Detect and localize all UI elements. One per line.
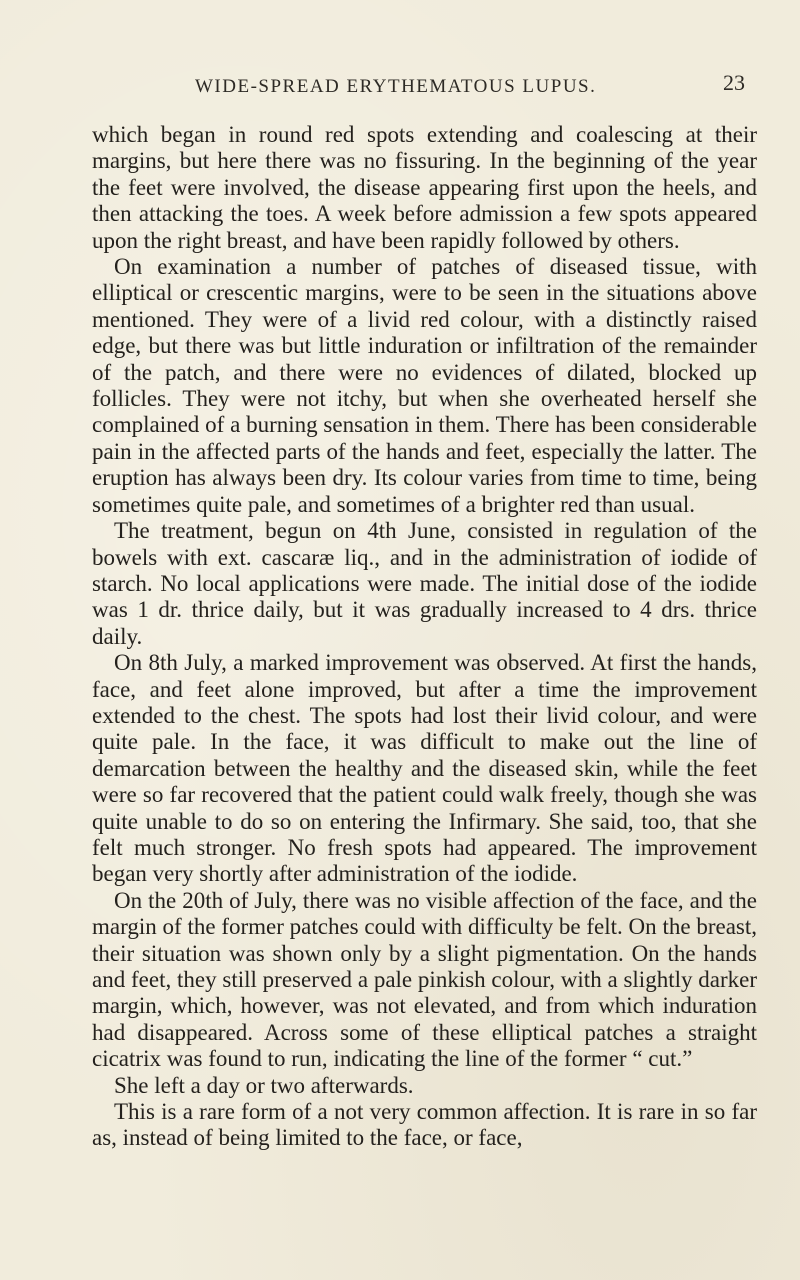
paragraph-july-20: On the 20th of July, there was no visible affection of the face, and the margin of the former patches could with difficulty be felt. On the breast, their situation was shown only by a slight pigmentation. On the hands and feet, they still preserved a pale pinkish colour, with a slightly darker margin, which, however, was not elevated, and from which induration had disappeared. Across some of these elliptical patches a straight cicatrix was found to run, indicating the line of the former “ cut.” — [92, 887, 757, 1072]
paragraph-discharge: She left a day or two afterwards. — [114, 1072, 414, 1098]
paragraph-july-8: On 8th July, a marked improvement was observed. At first the hands, face, and feet alone improved, but after a time the improvement extended to the chest. The spots had lost their livid colour, and were quite pale. In the face, it was difficult to make out the line of demarcation between the healthy and the diseased skin, while the feet were so far recovered that the patient could walk freely, though she was quite unable to do so on entering the Infirmary. She said, too, that she felt much stronger. No fresh spots had appeared. The improvement began very shortly after administration of the iodide. — [92, 650, 757, 887]
paragraph-commentary: This is a rare form of a not very common affection. It is rare in so far as, instead of being limited to the face, or face, — [92, 1099, 757, 1151]
paragraph-examination: On examination a number of patches of diseased tissue, with elliptical or crescentic margins, were to be seen in the situations above mentioned. They were of a livid red colour, with a distinctly raised edge, but there was but little induration or infiltration of the remainder of the patch, and there were no evidences of dilated, blocked up follicles. They were not itchy, but when she overheated herself she complained of a burning sensation in them. There has been considerable pain in the affected parts of the hands and feet, especially the latter. The eruption has always been dry. Its colour varies from time to time, being sometimes quite pale, and sometimes of a brighter red than usual. — [92, 254, 757, 517]
page-number: 23 — [723, 70, 745, 95]
body-text — [92, 122, 757, 1152]
paragraph-continuation: which began in round red spots extending and coalescing at their margins, but here there was no fissuring. In the beginning of the year the feet were involved, the disease appearing first upon the heels, and then attacking the toes. A week before admission a few spots appeared upon the right breast, and have been rapidly followed by others. — [92, 122, 757, 253]
paragraph-treatment: The treatment, begun on 4th June, consisted in regulation of the bowels with ext. cascaræ liq., and in the administration of iodide of starch. No local applications were made. The initial dose of the iodide was 1 dr. thrice daily, but it was gradually increased to 4 drs. thrice daily. — [92, 518, 757, 649]
running-title: WIDE-SPREAD ERYTHEMATOUS LUPUS. — [195, 76, 597, 97]
running-head — [195, 70, 745, 106]
